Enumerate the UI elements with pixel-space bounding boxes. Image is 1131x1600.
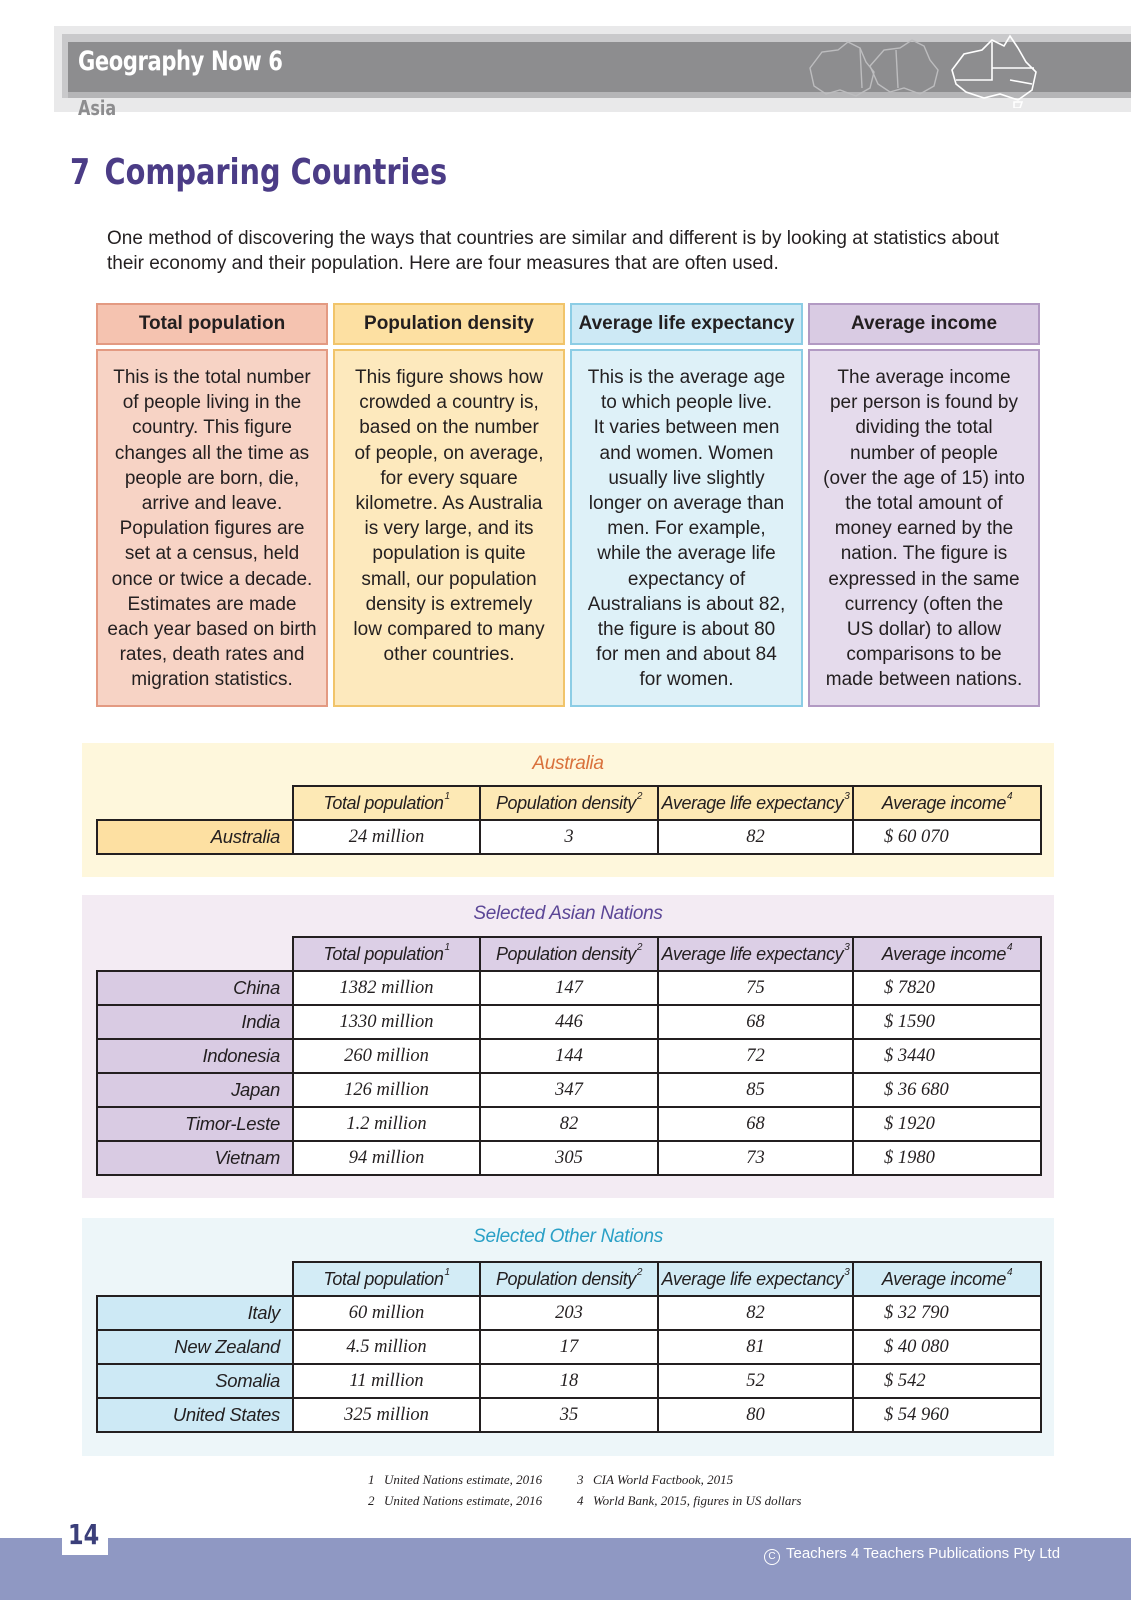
cell-income: $ 36 680 [853, 1073, 1041, 1107]
col-header-population-density: Population density$^2$ [480, 1262, 658, 1296]
australia-panel [82, 743, 1054, 877]
text-line: the figure is about 80 [597, 619, 776, 641]
cell-life: 81 [658, 1330, 853, 1364]
book-section: Asia [78, 96, 117, 120]
text-line: of people, on average, [354, 442, 544, 464]
row-country: Timor-Leste [97, 1107, 293, 1141]
cell-life: 72 [658, 1039, 853, 1073]
cell-life: 73 [658, 1141, 853, 1175]
copyright-text: Teachers 4 Teachers Publications Pty Ltd [786, 1545, 1061, 1562]
cell-density: 17 [480, 1330, 658, 1364]
text-line: This is the average age [587, 367, 786, 388]
cell-population: 1.2 million [293, 1107, 480, 1141]
measure-heading-life-expectancy: Average life expectancy [570, 303, 803, 345]
cell-density: 18 [480, 1364, 658, 1398]
table-header-row [97, 937, 1041, 971]
text-line: It varies between men [593, 417, 780, 439]
copyright-icon: C [764, 1549, 780, 1565]
text-line: arrive and leave. [141, 493, 283, 515]
cell-income: $ 1920 [853, 1107, 1041, 1141]
australia-table-title: Australia [532, 753, 604, 774]
measure-text-life-expectancy [570, 349, 803, 707]
text-line: is very large, and its [364, 518, 534, 540]
text-line: density is extremely [365, 593, 533, 615]
cell-income: $ 542 [853, 1364, 1041, 1398]
header-empty-cell [97, 1262, 293, 1296]
text-line: once or twice a decade. [111, 568, 313, 590]
cell-income: $ 60 070 [853, 820, 1041, 854]
text-line: of people living in the [122, 392, 302, 414]
cell-density: 3 [480, 820, 658, 854]
col-header-population-density: Population density$^2$ [480, 786, 658, 820]
col-header-average-income: Average income$^4$ [853, 1262, 1041, 1296]
intro-paragraph: One method of discovering the ways that countries are similar and different is by looking at statistics about their economy and their population. Here are four measures that are often used. [107, 228, 1000, 274]
text-line: Australians is about 82, [587, 593, 786, 615]
row-country: United States [97, 1398, 293, 1432]
cell-income: $ 3440 [853, 1039, 1041, 1073]
table-row [97, 1073, 1041, 1107]
table-row [97, 1039, 1041, 1073]
cell-life: 68 [658, 1107, 853, 1141]
asia-panel [82, 895, 1054, 1198]
table-row [97, 1005, 1041, 1039]
text-line: The average income [837, 367, 1011, 388]
text-line: dividing the total [855, 417, 993, 439]
asia-table-title: Selected Asian Nations [473, 903, 663, 924]
measure-text-population-density [333, 349, 565, 707]
cell-density: 347 [480, 1073, 658, 1107]
measure-heading-total-population: Total population [96, 303, 328, 345]
cell-population: 260 million [293, 1039, 480, 1073]
text-line: population is quite [372, 543, 526, 565]
table-row [97, 1296, 1041, 1330]
cell-life: 75 [658, 971, 853, 1005]
australia-map-icon [800, 28, 1070, 108]
col-header-life-expectancy: Average life expectancy$^3$ [658, 786, 853, 820]
row-country: Italy [97, 1296, 293, 1330]
cell-density: 446 [480, 1005, 658, 1039]
cell-density: 144 [480, 1039, 658, 1073]
text-line: made between nations. [825, 669, 1023, 691]
row-country: China [97, 971, 293, 1005]
col-header-total-population: Total population$^1$ [293, 1262, 480, 1296]
australia-table [96, 785, 1042, 855]
cell-life: 68 [658, 1005, 853, 1039]
measure-heading-population-density: Population density [333, 303, 565, 345]
col-header-average-income: Average income$^4$ [853, 786, 1041, 820]
text-line: for men and about 84 [596, 644, 777, 666]
cell-population: 60 million [293, 1296, 480, 1330]
table-row [97, 1398, 1041, 1432]
cell-population: 1382 million [293, 971, 480, 1005]
other-nations-panel [82, 1218, 1054, 1456]
text-line: crowded a country is, [359, 392, 539, 414]
text-line: changes all the time as [114, 442, 310, 464]
cell-population: 1330 million [293, 1005, 480, 1039]
page-title [70, 152, 447, 193]
text-line: people are born, die, [124, 467, 300, 489]
text-line: men. For example, [607, 518, 766, 540]
cell-density: 147 [480, 971, 658, 1005]
col-header-population-density: Population density$^2$ [480, 937, 658, 971]
text-line: for every square [380, 467, 518, 489]
cell-density: 35 [480, 1398, 658, 1432]
header-empty-cell [97, 786, 293, 820]
cell-population: 126 million [293, 1073, 480, 1107]
text-line: This figure shows how [355, 367, 543, 388]
measure-text-total-population [96, 349, 328, 707]
measure-heading-average-income: Average income [808, 303, 1040, 345]
cell-life: 52 [658, 1364, 853, 1398]
col-header-total-population: Total population$^1$ [293, 786, 480, 820]
text-line: This is the total number [113, 367, 311, 388]
text-line: low compared to many [353, 619, 545, 641]
footnote-2: 2 United Nations estimate, 2016 [368, 1493, 543, 1508]
cell-density: 305 [480, 1141, 658, 1175]
cell-income: $ 1980 [853, 1141, 1041, 1175]
header-empty-cell [97, 937, 293, 971]
text-line: usually live slightly [608, 467, 765, 489]
text-line: for women. [639, 669, 734, 691]
text-line: rates, death rates and [119, 644, 305, 666]
copyright [764, 1545, 1060, 1565]
cell-income: $ 40 080 [853, 1330, 1041, 1364]
cell-income: $ 1590 [853, 1005, 1041, 1039]
table-row [97, 1107, 1041, 1141]
text-line: comparisons to be [846, 644, 1002, 666]
text-line: kilometre. As Australia [355, 493, 543, 515]
chapter-title-text: Comparing Countries [104, 152, 448, 193]
cell-income: $ 54 960 [853, 1398, 1041, 1432]
row-country: New Zealand [97, 1330, 293, 1364]
text-line: small, our population [361, 568, 537, 590]
other-table-title: Selected Other Nations [473, 1226, 663, 1247]
text-line: Population figures are [119, 518, 305, 540]
book-title: Geography Now 6 [78, 46, 283, 77]
cell-population: 24 million [293, 820, 480, 854]
text-line: (over the age of 15) into [823, 467, 1025, 489]
chapter-number: 7 [70, 152, 91, 193]
measure-text-average-income [808, 349, 1040, 707]
text-line: US dollar) to allow [846, 619, 1002, 641]
cell-life: 82 [658, 1296, 853, 1330]
cell-population: 94 million [293, 1141, 480, 1175]
table-row [97, 1330, 1041, 1364]
cell-population: 4.5 million [293, 1330, 480, 1364]
table-row [97, 1364, 1041, 1398]
text-line: money earned by the [834, 518, 1014, 540]
cell-income: $ 7820 [853, 971, 1041, 1005]
asia-table [96, 936, 1042, 1176]
text-line: migration statistics. [131, 669, 293, 691]
cell-population: 325 million [293, 1398, 480, 1432]
text-line: set at a census, held [124, 543, 300, 565]
row-country: Somalia [97, 1364, 293, 1398]
footnote-1: 1 United Nations estimate, 2016 [368, 1472, 543, 1487]
table-row [97, 1141, 1041, 1175]
table-header-row [97, 786, 1041, 820]
text-line: expressed in the same [828, 568, 1020, 590]
row-country: Australia [97, 820, 293, 854]
col-header-life-expectancy: Average life expectancy$^3$ [658, 1262, 853, 1296]
cell-density: 203 [480, 1296, 658, 1330]
footnote-4: 4 World Bank, 2015, figures in US dollars [577, 1493, 802, 1508]
text-line: other countries. [383, 644, 515, 666]
text-line: while the average life [597, 543, 776, 565]
text-line: based on the number [359, 417, 539, 439]
text-line: number of people [850, 442, 998, 464]
text-line: Estimates are made [127, 593, 297, 615]
text-line: the total amount of [845, 493, 1003, 515]
row-country: Indonesia [97, 1039, 293, 1073]
page-number: 14 [68, 1518, 100, 1551]
text-line: per person is found by [829, 392, 1018, 414]
text-line: expectancy of [627, 568, 746, 590]
cell-life: 82 [658, 820, 853, 854]
text-line: to which people live. [600, 392, 773, 414]
text-line: nation. The figure is [840, 543, 1008, 565]
row-country: India [97, 1005, 293, 1039]
footnote-3: 3 CIA World Factbook, 2015 [577, 1472, 734, 1487]
text-line: currency (often the [844, 593, 1004, 615]
cell-population: 11 million [293, 1364, 480, 1398]
table-row [97, 820, 1041, 854]
cell-life: 85 [658, 1073, 853, 1107]
col-header-life-expectancy: Average life expectancy$^3$ [658, 937, 853, 971]
table-row [97, 971, 1041, 1005]
other-nations-table [96, 1261, 1042, 1433]
cell-income: $ 32 790 [853, 1296, 1041, 1330]
cell-life: 80 [658, 1398, 853, 1432]
text-line: each year based on birth [107, 619, 317, 641]
cell-density: 82 [480, 1107, 658, 1141]
text-line: and women. Women [599, 442, 774, 464]
row-country: Japan [97, 1073, 293, 1107]
col-header-average-income: Average income$^4$ [853, 937, 1041, 971]
row-country: Vietnam [97, 1141, 293, 1175]
text-line: country. This figure [132, 417, 292, 439]
col-header-total-population: Total population$^1$ [293, 937, 480, 971]
text-line: longer on average than [588, 493, 785, 515]
table-header-row [97, 1262, 1041, 1296]
